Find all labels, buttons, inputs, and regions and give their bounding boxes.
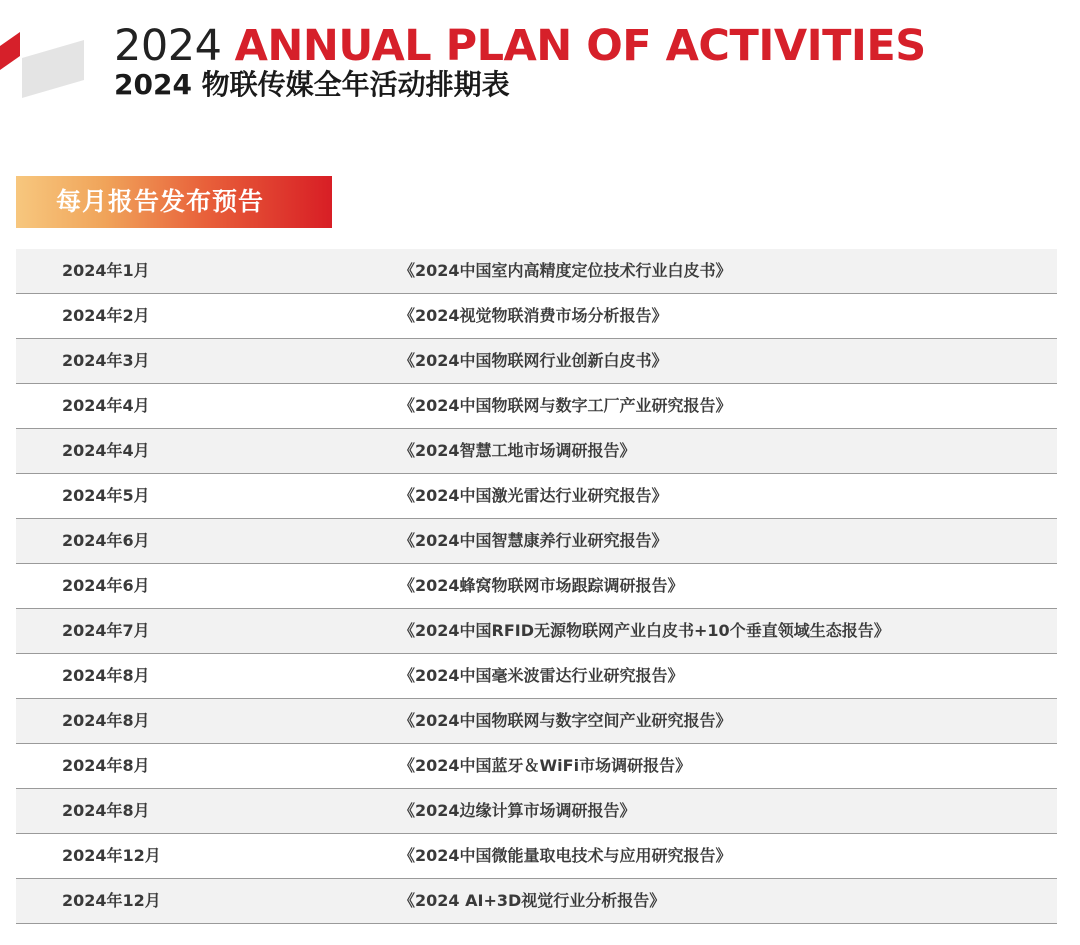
- table-row: [16, 519, 1057, 564]
- row-report-title: 《2024中国蓝牙＆WiFi市场调研报告》: [399, 756, 692, 775]
- table-row: [16, 654, 1057, 699]
- table-row: [16, 564, 1057, 609]
- title-year: 2024: [114, 21, 222, 71]
- row-report-title: 《2024中国物联网行业创新白皮书》: [399, 351, 668, 370]
- row-date: 2024年8月: [62, 711, 150, 730]
- row-date: 2024年5月: [62, 486, 150, 505]
- row-report-title: 《2024中国室内高精度定位技术行业白皮书》: [399, 261, 732, 280]
- row-report-title: 《2024边缘计算市场调研报告》: [399, 801, 636, 820]
- table-row: [16, 474, 1057, 519]
- row-date: 2024年7月: [62, 621, 150, 640]
- row-date: 2024年12月: [62, 891, 161, 910]
- report-schedule-table: [16, 249, 1057, 924]
- row-date: 2024年2月: [62, 306, 150, 325]
- row-report-title: 《2024中国微能量取电技术与应用研究报告》: [399, 846, 732, 865]
- row-date: 2024年12月: [62, 846, 161, 865]
- table-row: [16, 744, 1057, 789]
- row-date: 2024年8月: [62, 801, 150, 820]
- row-report-title: 《2024蜂窝物联网市场跟踪调研报告》: [399, 576, 684, 595]
- row-date: 2024年1月: [62, 261, 150, 280]
- row-date: 2024年6月: [62, 576, 150, 595]
- row-report-title: 《2024 AI+3D视觉行业分析报告》: [399, 891, 666, 910]
- row-report-title: 《2024中国物联网与数字工厂产业研究报告》: [399, 396, 732, 415]
- row-date: 2024年8月: [62, 756, 150, 775]
- row-date: 2024年6月: [62, 531, 150, 550]
- table-row: [16, 384, 1057, 429]
- row-report-title: 《2024视觉物联消费市场分析报告》: [399, 306, 668, 325]
- table-row: [16, 789, 1057, 834]
- section-banner: [16, 176, 332, 228]
- row-report-title: 《2024中国RFID无源物联网产业白皮书+10个垂直领域生态报告》: [399, 621, 890, 640]
- row-report-title: 《2024中国智慧康养行业研究报告》: [399, 531, 668, 550]
- row-date: 2024年4月: [62, 441, 150, 460]
- row-report-title: 《2024智慧工地市场调研报告》: [399, 441, 636, 460]
- corner-stripes-decoration: [0, 0, 110, 110]
- table-row: [16, 249, 1057, 294]
- row-date: 2024年4月: [62, 396, 150, 415]
- row-report-title: 《2024中国激光雷达行业研究报告》: [399, 486, 668, 505]
- row-report-title: 《2024中国毫米波雷达行业研究报告》: [399, 666, 684, 685]
- row-report-title: 《2024中国物联网与数字空间产业研究报告》: [399, 711, 732, 730]
- row-date: 2024年3月: [62, 351, 150, 370]
- table-row: [16, 699, 1057, 744]
- table-row: [16, 429, 1057, 474]
- table-row: [16, 879, 1057, 924]
- table-row: [16, 834, 1057, 879]
- page-subtitle-cn: 2024 物联传媒全年活动排期表: [114, 68, 510, 101]
- section-title: 每月报告发布预告: [56, 187, 265, 216]
- title-highlight: ANNUAL PLAN OF ACTIVITIES: [234, 21, 926, 71]
- table-row: [16, 339, 1057, 384]
- row-date: 2024年8月: [62, 666, 150, 685]
- table-row: [16, 294, 1057, 339]
- table-row: [16, 609, 1057, 654]
